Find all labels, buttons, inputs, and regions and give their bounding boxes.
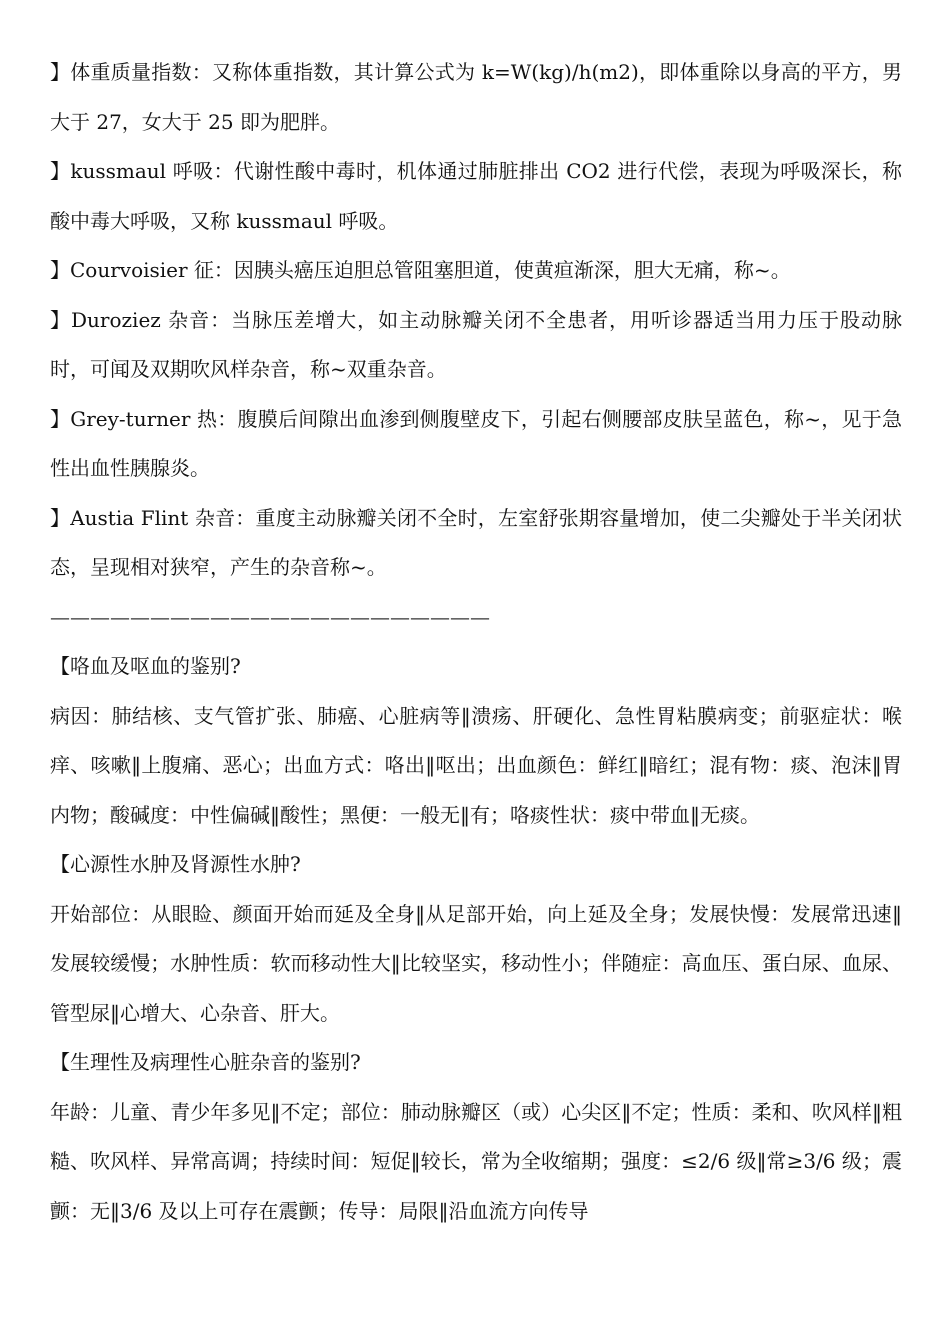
section-heading-heart-murmur: 【生理性及病理性心脏杂音的鉴别? xyxy=(50,1050,361,1074)
definition-duroziez-murmur: 】Duroziez 杂音：当脉压差增大，如主动脉瓣关闭不全患者，用听诊器适当用力压于股动脉时，可闻及双期吹风样杂音，称~双重杂音。 xyxy=(50,307,902,381)
definition-kussmaul-breathing: 】kussmaul 呼吸：代谢性酸中毒时，机体通过肺脏排出 CO2 进行代偿，表现为呼吸深长，称酸中毒大呼吸，又称 kussmaul 呼吸。 xyxy=(50,159,902,233)
section-body-cardiac-vs-renal-edema: 开始部位：从眼睑、颜面开始而延及全身‖从足部开始，向上延及全身；发展快慢：发展常迅速‖发展较缓慢；水肿性质：软而移动性大‖比较坚实，移动性小；伴随症：高血压、蛋白尿、血尿、管型尿‖心增大、心杂音、肝大。 xyxy=(50,901,902,1025)
section-heading-hemoptysis-vs-hematemesis: 【咯血及呕血的鉴别? xyxy=(50,654,241,678)
definition-bmi: 】体重质量指数：又称体重指数，其计算公式为 k=W(kg)/h(m2)，即体重除以身高的平方，男大于 27，女大于 25 即为肥胖。 xyxy=(50,60,902,134)
section-body-hemoptysis-vs-hematemesis: 病因：肺结核、支气管扩张、肺癌、心脏病等‖溃疡、肝硬化、急性胃粘膜病变；前驱症状：喉痒、咳嗽‖上腹痛、恶心；出血方式：咯出‖呕出；出血颜色：鲜红‖暗红；混有物：痰、泡沫‖胃内物；酸碱度：中性偏碱‖酸性；黑便：一般无‖有；咯痰性状：痰中带血‖无痰。 xyxy=(50,703,902,827)
document-page xyxy=(50,48,902,1236)
section-divider: —————————————————————— xyxy=(50,604,490,629)
section-heading-cardiac-vs-renal-edema: 【心源性水肿及肾源性水肿? xyxy=(50,852,301,876)
section-body-heart-murmur: 年龄：儿童、青少年多见‖不定；部位：肺动脉瓣区（或）心尖区‖不定；性质：柔和、吹风样‖粗糙、吹风样、异常高调；持续时间：短促‖较长，常为全收缩期；强度：≤2/6 级‖常≥3/6 级；震颤：无‖3/6 及以上可存在震颤；传导：局限‖沿血流方向传导 xyxy=(50,1099,902,1223)
definition-courvoisier-sign: 】Courvoisier 征：因胰头癌压迫胆总管阻塞胆道，使黄疸渐深，胆大无痛，称~。 xyxy=(50,258,791,282)
definition-austin-flint-murmur: 】Austia Flint 杂音：重度主动脉瓣关闭不全时，左室舒张期容量增加，使二尖瓣处于半关闭状态，呈现相对狭窄，产生的杂音称~。 xyxy=(50,505,902,579)
definition-grey-turner-sign: 】Grey-turner 热：腹膜后间隙出血渗到侧腹壁皮下，引起右侧腰部皮肤呈蓝色，称~，见于急性出血性胰腺炎。 xyxy=(50,406,902,480)
